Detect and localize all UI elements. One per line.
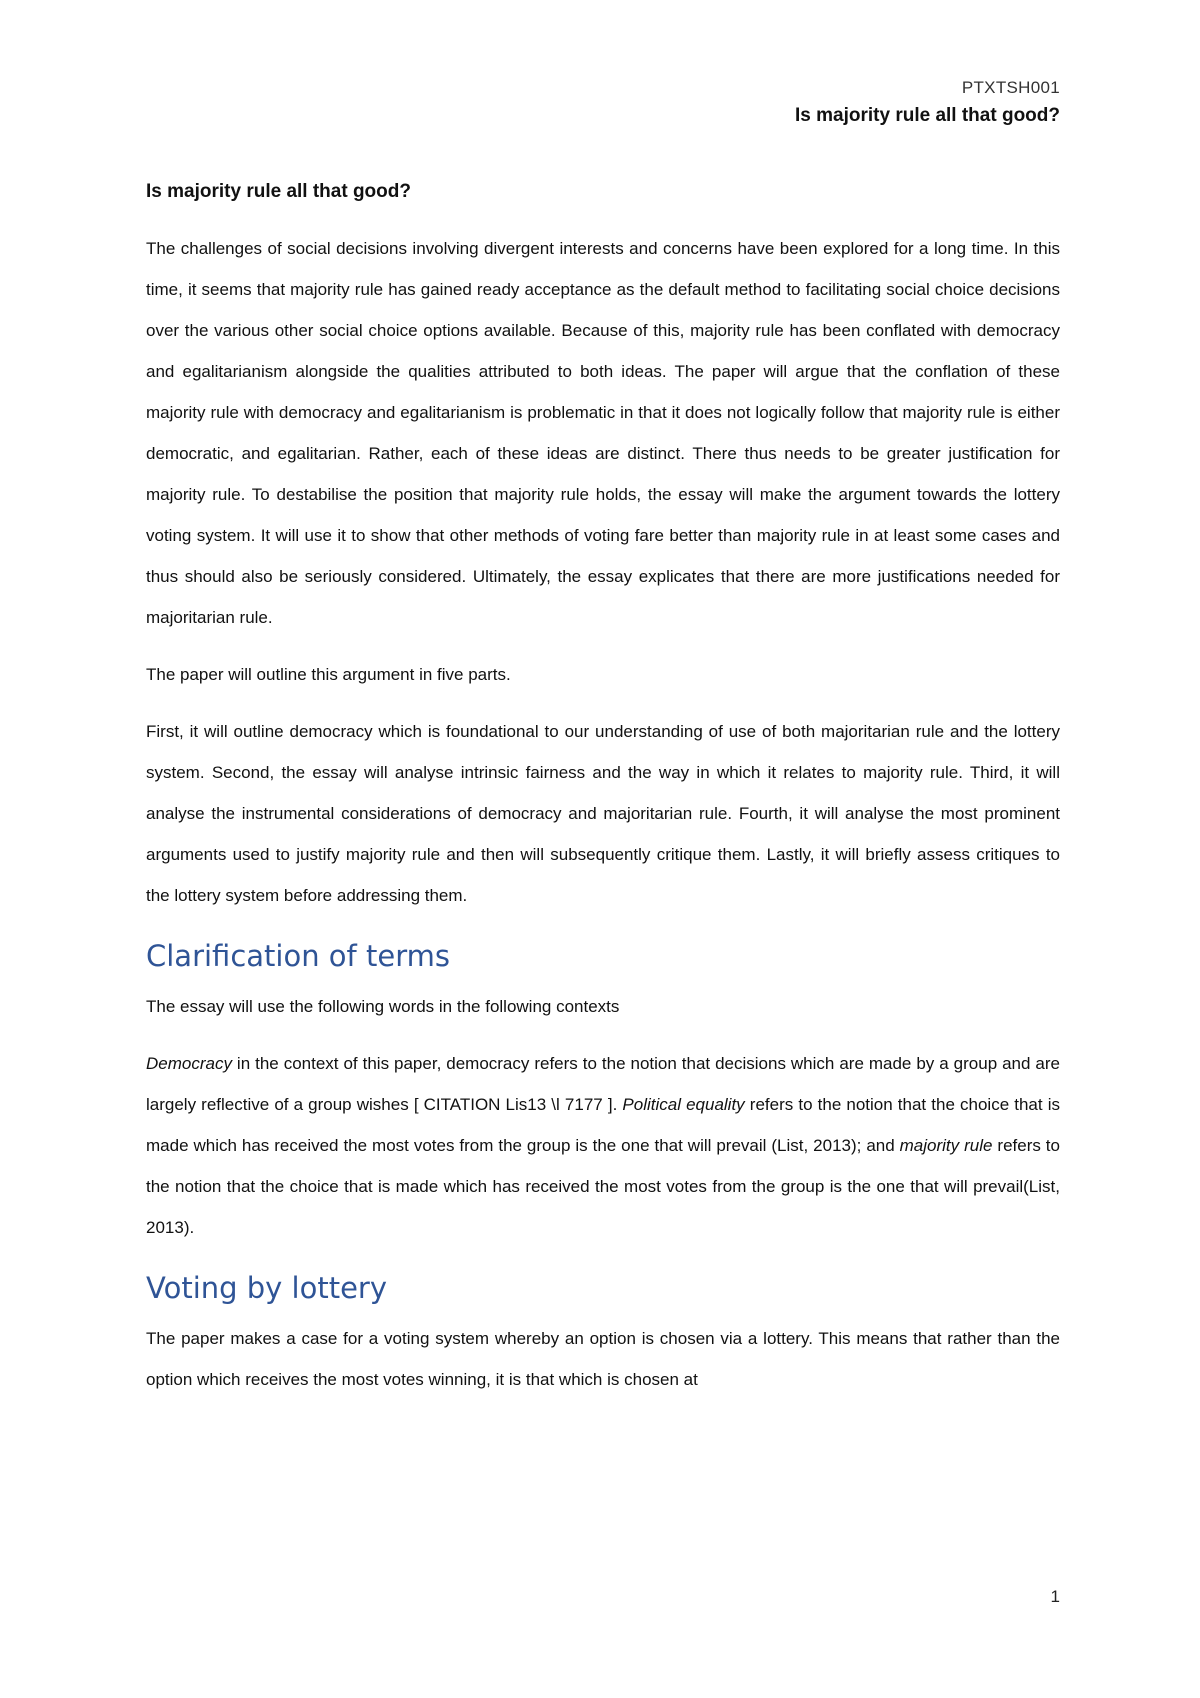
intro-paragraph-2: The paper will outline this argument in five parts. (146, 665, 511, 684)
header-title: Is majority rule all that good? (795, 105, 1060, 126)
lottery-paragraph: The paper makes a case for a voting system whereby an option is chosen via a lottery. This means that rather than the option which receives the most votes winning, it is that which is chosen at (146, 1329, 1060, 1389)
section-heading-lottery: Voting by lottery (146, 1271, 388, 1305)
intro-paragraph-3: First, it will outline democracy which is foundational to our understanding of use of both majoritarian rule and the lottery system. Second, the essay will analyse intrinsic fairness and the way in which it relates to majority rule. Third, it will analyse the instrumental considerations of democracy and majoritarian rule. Fourth, it will analyse the most prominent arguments used to justify majority rule and then will subsequently critique them. Lastly, it will briefly assess critiques to the lottery system before addressing them. (146, 722, 1060, 905)
section-heading-clarification: Clarification of terms (146, 939, 450, 973)
definition-text-3: refers to the notion that the choice that is made which has received the most votes from the group is the one that will prevail(List, 2013). (146, 1136, 1060, 1237)
definition-text-1: in the context of this paper, democracy refers to the notion that decisions which are made by a group and are largely reflective of a group wishes [ CITATION Lis13 \l 7177 ]. (146, 1054, 1060, 1114)
document-body (146, 178, 1060, 1416)
clarification-lead: The essay will use the following words in the following contexts (146, 997, 620, 1016)
page-number: 1 (1050, 1587, 1060, 1606)
term-political-equality: Political equality (622, 1095, 745, 1114)
header-code: PTXTSH001 (961, 78, 1060, 97)
intro-paragraph-1: The challenges of social decisions involving divergent interests and concerns have been explored for a long time. In this time, it seems that majority rule has gained ready acceptance as the default method to facilitating social choice decisions over the various other social choice options available. Because of this, majority rule has been conflated with democracy and egalitarianism alongside the qualities attributed to both ideas. The paper will argue that the conflation of these majority rule with democracy and egalitarianism is problematic in that it does not logically follow that majority rule is either democratic, and egalitarian. Rather, each of these ideas are distinct. There thus needs to be greater justification for majority rule. To destabilise the position that majority rule holds, the essay will make the argument towards the lottery voting system. It will use it to show that other methods of voting fare better than majority rule in at least some cases and thus should also be seriously considered. Ultimately, the essay explicates that there are more justifications needed for majoritarian rule. (146, 239, 1060, 627)
document-title: Is majority rule all that good? (146, 181, 411, 202)
page-header (795, 76, 1060, 130)
term-majority-rule: majority rule (899, 1136, 993, 1155)
definition-text-2: refers to the notion that the choice that is made which has received the most votes from the group is the one that will prevail (List, 2013); and (146, 1095, 1060, 1155)
term-democracy: Democracy (146, 1054, 232, 1073)
clarification-definitions (146, 1043, 1060, 1248)
